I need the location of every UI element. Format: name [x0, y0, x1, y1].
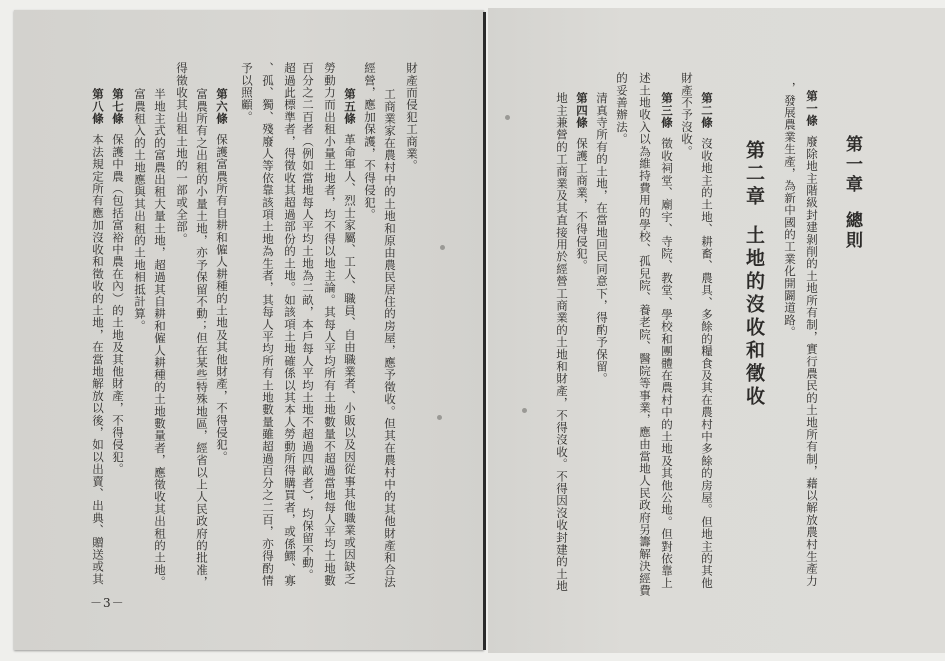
chapter-number: 第二章	[743, 140, 765, 209]
article-2	[700, 92, 714, 589]
article-6-para-cont: 得徵收其出租土地的一部或全部。	[175, 62, 189, 245]
article-3-para: 清真寺所有的土地，在當地回民同意下，得酌予保留。	[595, 92, 609, 385]
article-1	[805, 90, 819, 587]
article-3-cont: 的妥善辦法。	[615, 72, 629, 146]
article-6	[215, 88, 229, 463]
binding-hole	[440, 245, 445, 250]
article-5	[343, 88, 357, 585]
article-1-cont: ，發展農業生產，為新中國的工業化開闢道路。	[783, 82, 797, 339]
chapter-title: 土地的沒收和徵收	[743, 225, 765, 409]
article-6-para: 富農所有之出租的小量土地，亦予保留不動；但在某些特殊地區，經省以上人民政府的批准，	[195, 88, 209, 589]
article-label: 第三條	[660, 92, 674, 129]
binding-hole	[522, 408, 527, 413]
article-text: 廢除地主階級封建剝削的土地所有制，實行農民的土地所有制，藉以解放農村生產力	[805, 135, 819, 588]
binding-hole	[437, 415, 442, 420]
article-4	[575, 92, 589, 272]
article-text: 徵收祠堂、廟宇、寺院、教堂、學校和團體在農村中的土地及其他公地。但對依靠上	[660, 137, 674, 590]
article-label: 第八條	[91, 88, 105, 125]
page-number: －3－	[90, 596, 125, 610]
article-text: 保護工商業，不得侵犯。	[575, 137, 589, 272]
chapter-2-heading	[741, 140, 768, 409]
article-label: 第七條	[111, 88, 125, 125]
article-5-line: 百分之二百者（例如當地每人平均土地為二畝，本戶每人平均土地不超過四畝者），均保留不動。	[301, 62, 315, 581]
article-4-para: 工商業家在農村中的土地和原由農民居住的房屋，應予徵收。但其在農村中的其他財產和合法	[383, 88, 397, 589]
book-gutter	[483, 12, 486, 650]
article-5-line: 、孤、獨、殘廢人等依靠該項土地為生者，其每人平均所有土地數量雖超過百分之二百，亦得酌情	[261, 62, 275, 587]
article-5-line: 予以照顧。	[240, 62, 254, 123]
article-7	[111, 88, 125, 475]
article-5-line: 勞動力而出租小量土地者，均不得以地主論。其每人平均所有土地數量不超過當地每人平均土地數	[323, 62, 337, 587]
article-6-para: 半地主式的富農出租大量土地，超過其自耕和僱人耕種的土地數量者，應徵收其出租的土地。	[153, 88, 167, 589]
article-label: 第四條	[575, 92, 589, 129]
article-label: 第一條	[805, 90, 819, 127]
chapter-number: 第一章	[842, 135, 862, 195]
article-text: 沒收地主的土地、耕畜、農具、多餘的糧食及其在農村中多餘的房屋。但地主的其他	[700, 137, 714, 590]
article-text: 保護中農（包括富裕中農在內）的土地及其他財產，不得侵犯。	[111, 133, 125, 476]
article-4-para: 地主兼營的工商業及其直接用於經營工商業的土地和財產，不得沒收。不得因沒收封建的土地	[555, 92, 569, 593]
article-5-line: 超過此標準者，得徵收其超過部份的土地。如該項土地確係以其本人勞動所得購買者，或係鰥、寡	[283, 62, 297, 587]
article-text: 革命軍人、烈士家屬、工人、職員、自由職業者、小販以及因從事其他職業或因缺乏	[343, 133, 357, 586]
article-label: 第二條	[700, 92, 714, 129]
article-8	[91, 88, 105, 585]
chapter-title: 總則	[842, 211, 862, 251]
article-3	[660, 92, 674, 589]
article-text: 本法規定所有應加沒收和徵收的土地，在當地解放以後，如以出賣、出典、贈送或其	[91, 133, 105, 586]
article-6-para: 富農租入的土地應與其出租的土地相抵計算。	[133, 88, 147, 332]
article-3-cont: 述土地收入以為維持費用的學校、孤兒院、養老院、醫院等事業，應由當地人民政府另籌解決經費	[638, 72, 652, 597]
binding-hole	[505, 115, 510, 120]
chapter-1-heading	[840, 135, 865, 251]
article-4-cont: 財產而侵犯工商業。	[405, 62, 419, 172]
article-4-para-cont: 經營，應加保護，不得侵犯。	[363, 62, 377, 221]
article-label: 第五條	[343, 88, 357, 125]
article-2-cont: 財產不予沒收。	[680, 72, 694, 158]
article-text: 保護富農所有自耕和僱人耕種的土地及其他財產，不得侵犯。	[215, 133, 229, 464]
article-label: 第六條	[215, 88, 229, 125]
